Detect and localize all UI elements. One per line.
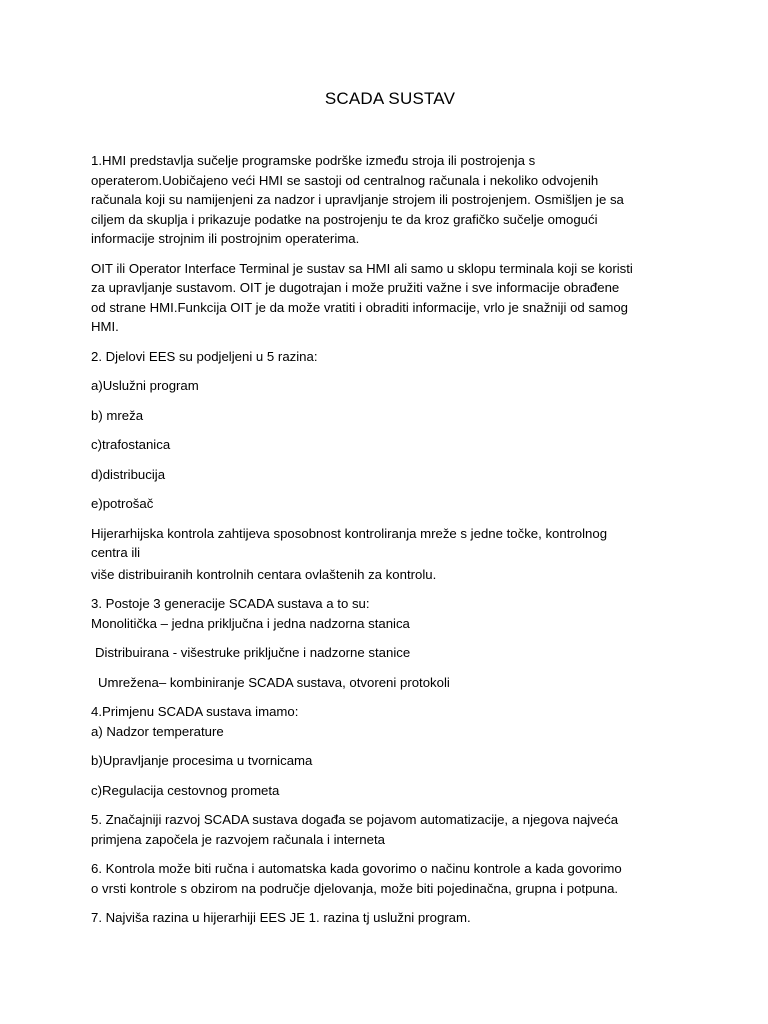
paragraph-applications xyxy=(91,702,691,741)
text-line: operaterom.Uobičajeno veći HMI se sastoji od centralnog računala i nekoliko odvojenih xyxy=(91,172,599,188)
list-item xyxy=(91,643,691,663)
document-body xyxy=(91,151,691,938)
text-line: o vrsti kontrole s obzirom na područje djelovanja, može biti pojedinačna, grupna i potpuna. xyxy=(91,880,619,896)
text-line: Monolitička – jedna priključna i jedna nadzorna stanica xyxy=(91,615,410,631)
text-line: 2. Djelovi EES su podjeljeni u 5 razina: xyxy=(91,348,318,364)
text-line: ciljem da skuplja i prikazuje podatke na postrojenju te da kroz grafičko sučelje omogući xyxy=(91,211,598,227)
text-line: za upravljanje sustavom. OIT je dugotrajan i može pružiti važne i sve informacije obrađene xyxy=(91,280,620,295)
paragraph-hmi xyxy=(91,151,691,249)
text-line: a) Nadzor temperature xyxy=(91,723,224,739)
text-line: a)Uslužni program xyxy=(91,378,199,393)
text-line: OIT ili Operator Interface Terminal je sustav sa HMI ali samo u sklopu terminala koji se koristi xyxy=(91,260,633,276)
text-line: HMI. xyxy=(91,319,119,334)
text-line: e)potrošač xyxy=(91,496,154,511)
paragraph-oit xyxy=(91,259,691,337)
text-line: Umrežena– kombiniranje SCADA sustava, otvoreni protokoli xyxy=(98,674,450,690)
list-item xyxy=(91,751,691,771)
list-item xyxy=(91,465,691,485)
text-line: 4.Primjenu SCADA sustava imamo: xyxy=(91,704,299,719)
text-line: c)trafostanica xyxy=(91,437,171,452)
paragraph-highest-level xyxy=(91,908,691,928)
paragraph-control xyxy=(91,859,691,898)
text-line: računala koji su namijenjeni za nadzor i upravljanje strojem ili postrojenjem. Osmišljen je sa xyxy=(91,192,624,207)
list-item xyxy=(91,673,691,693)
list-item xyxy=(91,494,691,514)
text-line: 3. Postoje 3 generacije SCADA sustava a to su: xyxy=(91,596,370,611)
text-line: 1.HMI predstavlja sučelje programske podrške između stroja ili postrojenja s xyxy=(91,153,536,168)
text-line: b)Upravljanje procesima u tvornicama xyxy=(91,753,313,768)
list-item xyxy=(91,406,691,426)
text-line: d)distribucija xyxy=(91,466,166,482)
text-line: c)Regulacija cestovnog prometa xyxy=(91,782,280,798)
text-line: od strane HMI.Funkcija OIT je da može vratiti i obraditi informacije, vrlo je snažniji od samog xyxy=(91,299,628,315)
paragraph-development xyxy=(91,810,691,849)
list-item xyxy=(91,781,691,801)
text-line: 7. Najviša razina u hijerarhiji EES JE 1. razina tj uslužni program. xyxy=(91,910,471,925)
text-line: Distribuirana - višestruke priključne i nadzorne stanice xyxy=(95,645,411,660)
list-item xyxy=(91,435,691,455)
text-line: centra ili xyxy=(91,545,141,560)
paragraph-generations xyxy=(91,594,691,633)
text-line: informacije strojnim ili postrojnim operaterima. xyxy=(91,231,360,246)
paragraph-hierarchy-cont xyxy=(91,565,691,585)
text-line: više distribuiranih kontrolnih centara ovlaštenih za kontrolu. xyxy=(91,566,437,582)
text-line: primjena započela je razvojem računala i interneta xyxy=(91,831,385,847)
text-line: 5. Značajniji razvoj SCADA sustava događa se pojavom automatizacije, a njegova najveća xyxy=(91,812,619,827)
text-line: Hijerarhijska kontrola zahtijeva sposobnost kontroliranja mreže s jedne točke, kontrolnog xyxy=(91,525,608,541)
document-title: SCADA SUSTAV xyxy=(324,89,456,108)
list-item xyxy=(91,376,691,396)
paragraph-ees-levels xyxy=(91,347,691,367)
paragraph-hierarchy xyxy=(91,524,691,563)
text-line: 6. Kontrola može biti ručna i automatska kada govorimo o načinu kontrole a kada govorimo xyxy=(91,861,622,876)
text-line: b) mreža xyxy=(91,407,144,423)
